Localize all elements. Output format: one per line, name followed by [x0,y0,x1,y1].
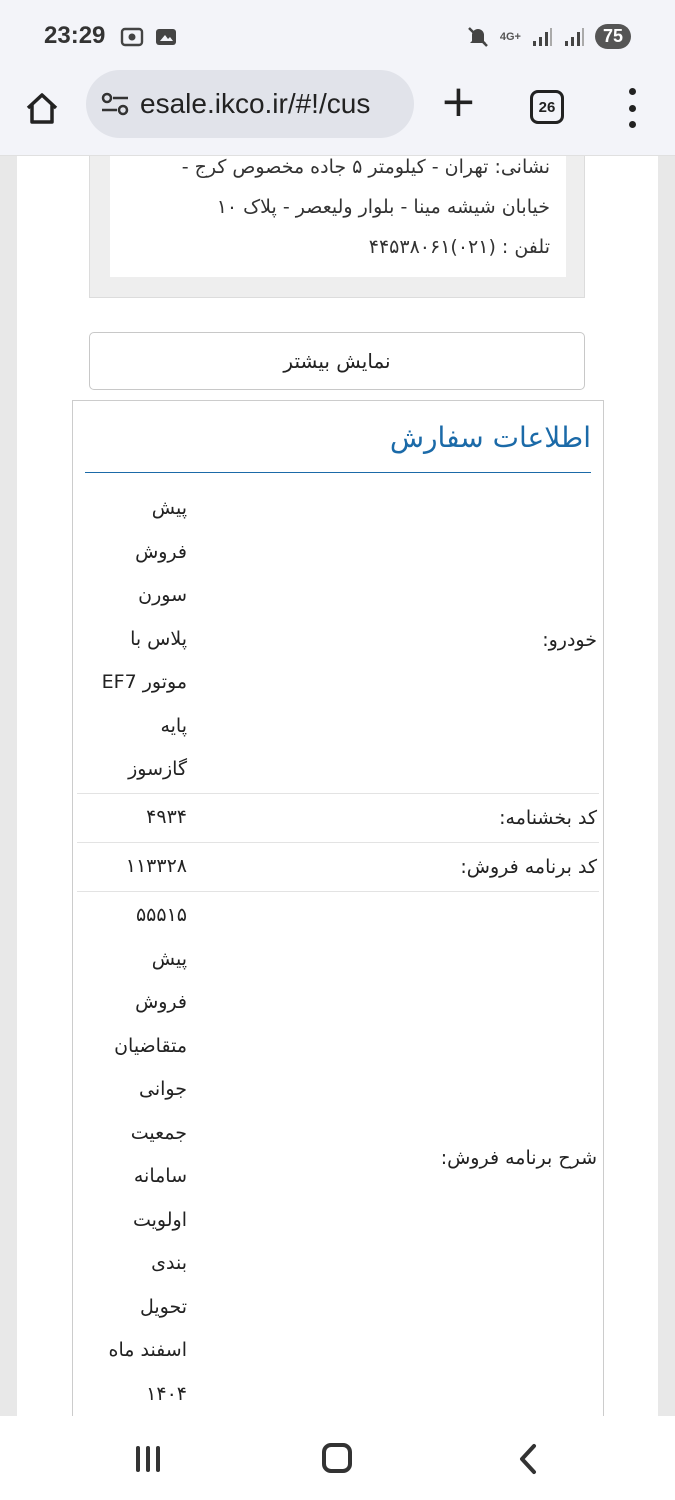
order-row-value: ۴۹۳۴ [146,806,187,828]
order-row-value: ۱۱۳۳۲۸ [125,855,187,877]
order-row-label: خودرو: [542,629,597,651]
screenshot-icon [120,26,144,48]
recent-apps-icon[interactable] [136,1446,160,1472]
more-vert-icon[interactable] [626,88,638,128]
signal-icon [531,27,553,47]
dealer-address [110,156,566,277]
browser-toolbar [0,70,675,156]
order-row-circular-code [77,794,599,843]
status-time: 23:29 [44,22,106,49]
new-tab-button[interactable]: + [440,76,477,127]
site-settings-icon[interactable] [100,90,130,118]
url-text: esale.ikco.ir/#!/cus [140,88,371,119]
tab-switcher-button[interactable]: 26 [530,90,564,124]
order-info-title: اطلاعات سفارش [389,421,591,454]
order-row-program-code [77,843,599,892]
order-row-label: شرح برنامه فروش: [440,1147,597,1169]
battery-level: 75 [595,24,631,49]
show-more-button[interactable]: نمایش بیشتر [89,332,585,390]
gallery-icon [154,26,178,48]
signal-icon-2 [563,27,585,47]
mute-icon [466,25,490,49]
order-row-label: کد برنامه فروش: [460,856,597,878]
title-divider [85,472,591,473]
address-line: نشانی: تهران - کیلومتر ۵ جاده مخصوص کرج - [181,156,550,178]
order-row-value: ۵۵۵۱۵ پیش فروش متقاضیان جوانی جمعیت سامانه اولویت بندی تحویل اسفند ماه ۱۴۰۴ [108,904,187,1405]
system-icons [466,24,631,49]
status-bar [0,0,675,70]
page-content [17,156,658,1416]
web-page [0,156,675,1416]
notification-icons [120,26,178,48]
order-row-label: کد بخشنامه: [499,807,597,829]
dealer-address-card [89,156,585,298]
address-line: خیابان شیشه مینا - بلوار ولیعصر - پلاک ۱۰ [216,196,550,218]
phone-line: تلفن : (۰۲۱)۴۴۵۳۸۰۶۱ [368,236,550,258]
order-row-value: پیش فروش سورن پلاس با موتور EF7 پایه گازسوز [101,497,187,780]
back-icon[interactable] [514,1442,544,1476]
network-type: 4G+ [499,30,521,43]
order-row-program-description [77,892,599,1416]
address-bar[interactable] [86,70,414,138]
order-info-panel [72,400,604,1416]
nav-home-icon[interactable] [322,1443,352,1473]
home-icon[interactable] [22,88,62,128]
system-nav-bar [0,1416,675,1500]
order-row-car [77,481,599,794]
